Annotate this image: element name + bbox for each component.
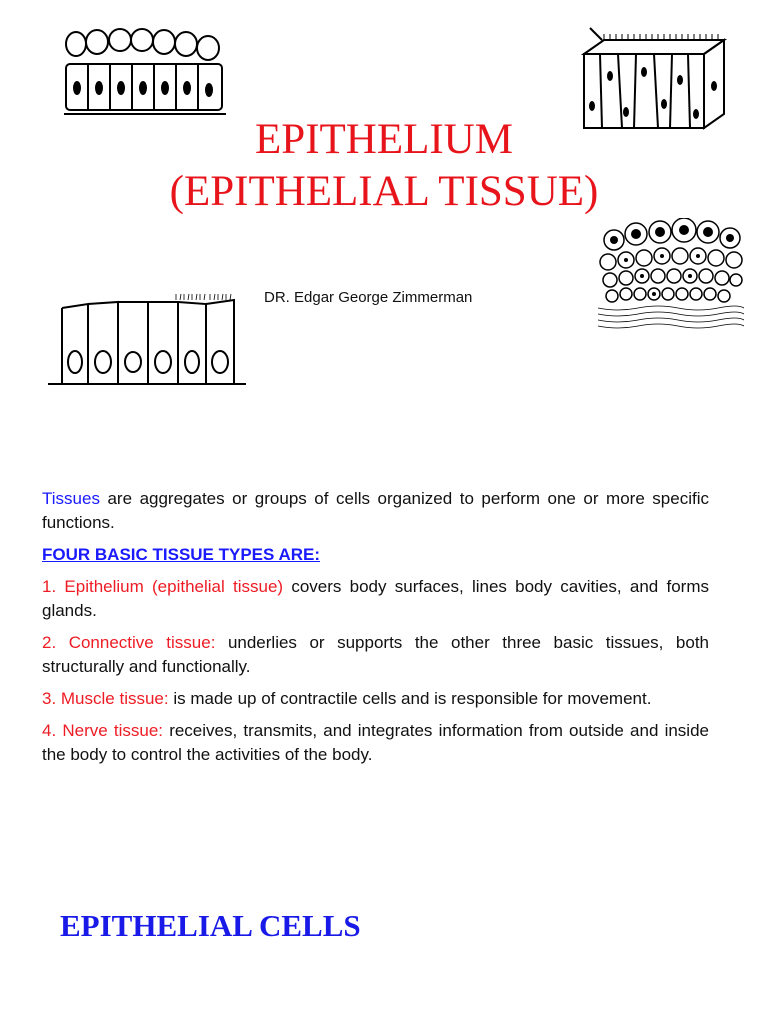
columnar-epithelium-illustration — [46, 290, 248, 390]
tissue-type-desc: receives, transmits, and integrates information from outside and inside the body to control the activities of the body. — [42, 721, 709, 764]
intro-text: are aggregates or groups of cells organized to perform one or more specific functions. — [42, 489, 709, 532]
tissue-type-item — [42, 575, 709, 623]
author-name: DR. Edgar George Zimmerman — [264, 289, 473, 306]
tissue-type-item — [42, 631, 709, 679]
document-title — [0, 114, 768, 218]
title-line-2: (EPITHELIAL TISSUE) — [169, 168, 599, 215]
tissue-types-text — [42, 487, 709, 775]
stratified-cells-drawing-icon — [596, 218, 744, 334]
tissue-types-heading: FOUR BASIC TISSUE TYPES ARE: — [42, 545, 321, 564]
cuboidal-epithelium-illustration — [62, 28, 232, 118]
intro-keyword: Tissues — [42, 489, 100, 508]
tissue-type-item — [42, 719, 709, 767]
columnar-cells-drawing-icon — [46, 290, 248, 390]
title-line-1: EPITHELIUM — [255, 116, 513, 163]
tissue-type-item — [42, 687, 709, 711]
tissue-type-desc: underlies or supports the other three basic tissues, both structurally and functionally. — [42, 633, 709, 676]
tissue-type-label: 3. Muscle tissue: — [42, 689, 169, 708]
intro-paragraph — [42, 487, 709, 535]
tissue-type-label: 2. Connective tissue: — [42, 633, 216, 652]
tissue-type-desc: is made up of contractile cells and is responsible for movement. — [168, 689, 652, 708]
cell-drawing-icon — [62, 28, 232, 118]
section-heading: EPITHELIAL CELLS — [60, 908, 361, 943]
tissue-type-label: 1. Epithelium (epithelial tissue) — [42, 577, 284, 596]
tissue-type-label: 4. Nerve tissue: — [42, 721, 164, 740]
tissue-type-desc: covers body surfaces, lines body cavities, and forms glands. — [42, 577, 709, 620]
stratified-epithelium-illustration — [596, 218, 744, 334]
